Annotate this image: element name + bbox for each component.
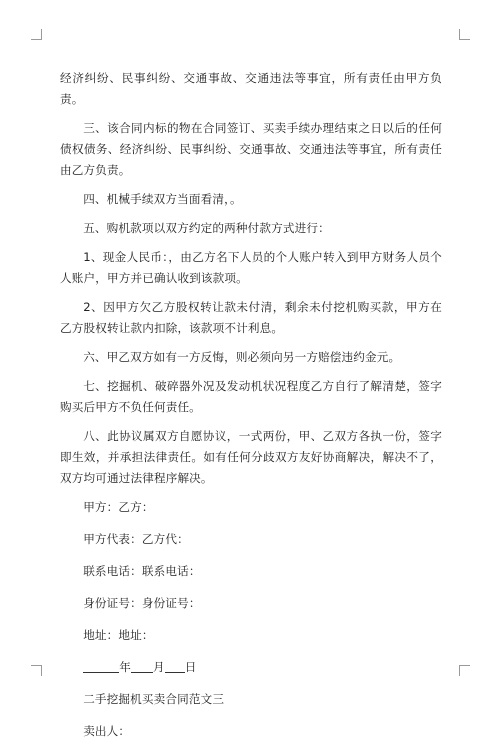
paragraph-clause-3: 三、该合同内标的物在合同签订、买卖手续办理结束之日以后的任何债权债务、经济纠纷、民事纠纷、交通事故、交通违法等事宜，所有责任由乙方负责。 (60, 121, 442, 177)
next-contract-title: 二手挖掘机买卖合同范文三 (83, 692, 225, 706)
paragraph-clause-8: 八、此协议属双方自愿协议，一式两份，甲、乙双方各执一份，签字即生效，并承担法律责任。如有任何分歧双方友好协商解决，解决不了，双方均可通过法律程序解决。 (60, 429, 442, 485)
paragraph-clause-5: 五、购机款项以双方约定的两种付款方式进行： (83, 221, 330, 235)
crop-mark-top-left (31, 29, 42, 40)
paragraph-clause-6: 六、甲乙双方如有一方反悔，则必须向另一方赔偿违约金元。 (83, 350, 401, 364)
signature-phones: 联系电话：联系电话： (83, 564, 201, 578)
date-day-label: 日 (184, 660, 197, 674)
date-year-blank (83, 658, 119, 673)
document-page-body (60, 68, 442, 753)
signature-parties: 甲方：乙方： (83, 500, 154, 514)
paragraph-payment-1: 1、现金人民币：，由乙方名下人员的个人账户转入到甲方财务人员个人账户，甲方并已确认收到该款项。 (60, 250, 442, 285)
date-day-blank (165, 658, 185, 673)
paragraph-clause-4: 四、机械手续双方当面看清，。 (83, 192, 242, 206)
paragraph-continuation: 经济纠纷、民事纠纷、交通事故、交通违法等事宜，所有责任由甲方负责。 (60, 71, 442, 106)
date-line (60, 657, 442, 678)
date-year-label: 年 (119, 660, 131, 674)
crop-mark-bottom-left (31, 665, 42, 676)
seller-line: 卖出人： (83, 724, 131, 738)
paragraph-clause-7: 七、挖掘机、破碎器外况及发动机状况程度乙方自行了解清楚，签字购买后甲方不负任何责任。 (60, 379, 442, 414)
signature-representatives: 甲方代表：乙方代： (83, 532, 189, 546)
signature-id-numbers: 身份证号：身份证号： (83, 596, 201, 610)
crop-mark-bottom-right (459, 665, 470, 676)
date-month-blank (131, 658, 153, 673)
crop-mark-top-right (459, 29, 470, 40)
date-month-label: 月 (152, 660, 165, 674)
paragraph-payment-2: 2、因甲方欠乙方股权转让款未付清，剩余未付挖机购买款，甲方在乙方股权转让款内扣除，该款项不计利息。 (60, 300, 442, 335)
signature-addresses: 地址：地址： (83, 628, 154, 642)
